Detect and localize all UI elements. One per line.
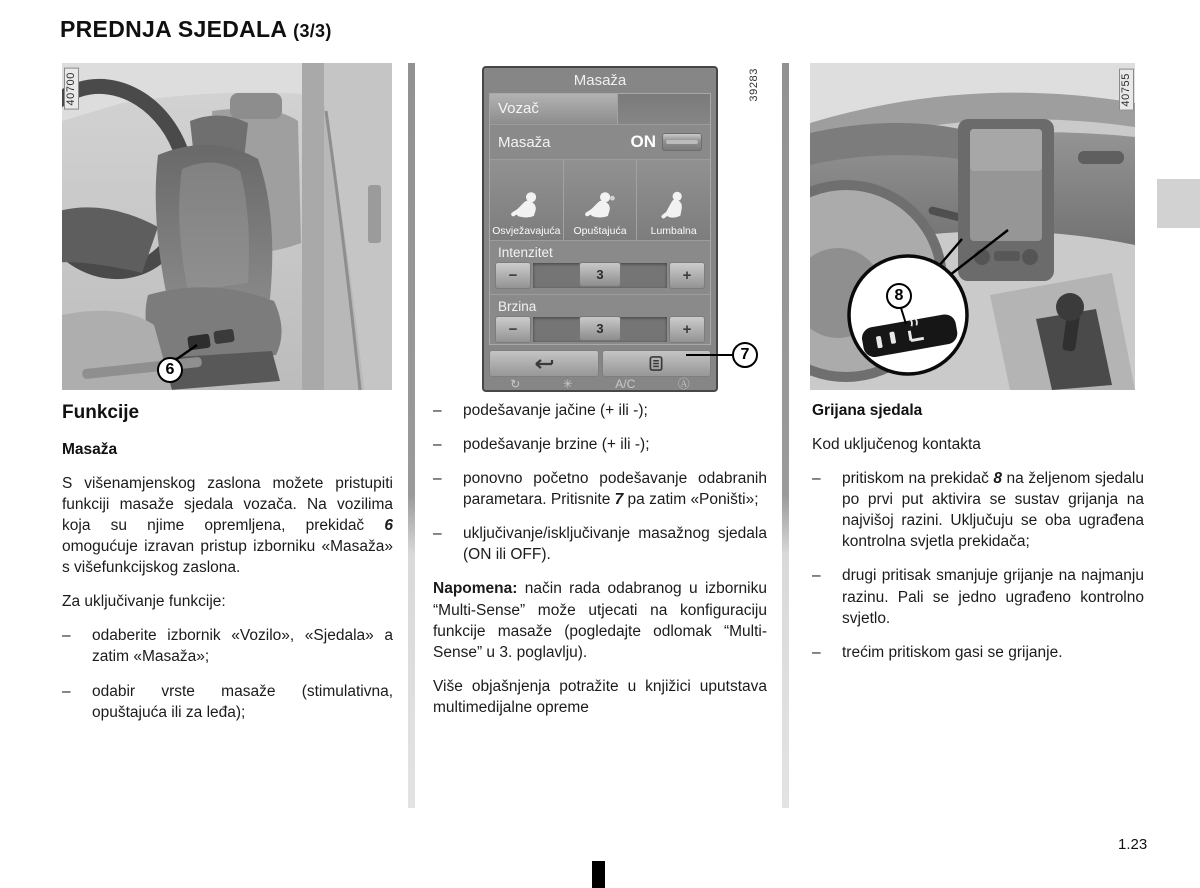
recirculation-icon: ↻	[510, 377, 521, 391]
list-item	[62, 681, 393, 723]
tab-passenger[interactable]	[618, 94, 710, 124]
intensity-value[interactable]: 3	[579, 262, 621, 287]
column-divider	[782, 63, 789, 808]
mode-tile-lumbar[interactable]	[637, 160, 710, 240]
intensity-track[interactable]	[533, 263, 667, 288]
massage-onoff-row	[490, 125, 710, 160]
bullet-text: odabir vrste masaže (stimulativna, opuštajuća ili za leđa);	[92, 682, 393, 721]
massage-row-label: Masaža	[498, 133, 551, 151]
bullet-text: uključivanje/isključivanje masažnog sjedala (ON ili OFF).	[463, 525, 767, 564]
bullet-text: drugi pritisak smanjuje grijanje na najmanju razinu. Pali se jedno ugrađeno kontrolno svjetlo.	[842, 567, 1144, 627]
mode-label: Opuštajuća	[573, 225, 627, 237]
list-item	[433, 400, 767, 421]
auto-icon: Ⓐ	[677, 377, 690, 391]
back-button[interactable]	[489, 350, 599, 377]
list-item	[433, 468, 767, 510]
seat-tabs	[490, 94, 710, 125]
speed-plus-button[interactable]: +	[669, 316, 705, 343]
subsection-heading: Grijana sjedala	[812, 402, 923, 419]
subsection-heading: Masaža	[62, 440, 118, 458]
bullet-text: trećim pritiskom gasi se grijanje.	[842, 643, 1063, 661]
massage-toggle[interactable]	[662, 133, 702, 151]
list-item	[433, 434, 767, 455]
page-number: 1.23	[1118, 836, 1148, 853]
list-item	[62, 625, 393, 667]
callout-7: 7	[732, 342, 758, 368]
mode-label: Osvježavajuća	[492, 225, 561, 237]
bullet-dash: –	[433, 525, 442, 543]
screen-bottom-bar	[489, 350, 711, 377]
mode-label: Lumbalna	[650, 225, 697, 237]
speed-track[interactable]	[533, 317, 667, 342]
massage-mode-icon	[584, 189, 617, 222]
intensity-plus-button[interactable]: +	[669, 262, 705, 289]
list-item	[812, 565, 1144, 628]
seat-photo	[62, 63, 392, 390]
callout-8: 8	[886, 283, 912, 309]
massage-state: ON	[630, 132, 656, 151]
page-title-suffix: (3/3)	[293, 21, 332, 41]
dashboard-photo	[810, 63, 1135, 390]
list-item	[433, 523, 767, 565]
bullet-dash: –	[433, 402, 442, 419]
intensity-slider	[495, 262, 705, 289]
bullet-dash: –	[812, 567, 821, 585]
back-icon	[532, 357, 556, 371]
speed-minus-button[interactable]: −	[495, 316, 531, 343]
bullet-dash: –	[62, 627, 71, 645]
bullet-dash: –	[812, 470, 821, 488]
bullet-dash: –	[433, 436, 442, 454]
massage-panel	[489, 93, 711, 345]
chapter-tab-marker	[1157, 179, 1200, 228]
bullet-text: podešavanje brzine (+ ili -);	[463, 436, 650, 454]
massage-mode-icon	[657, 189, 690, 222]
mode-tile-stimulating[interactable]	[490, 160, 564, 240]
fan-icon: ✳	[562, 377, 573, 391]
page-title-text: PREDNJA SJEDALA	[60, 16, 287, 42]
intensity-minus-button[interactable]: −	[495, 262, 531, 289]
paragraph: Za uključivanje funkcije:	[62, 593, 226, 611]
bullet-text: pritiskom na prekidač 8 na željenom sjedalu po prvi put aktivira se sustav grijanja na najvišoj razini. Uključuju se oba ugrađena kontrolna svjetla prekidača;	[842, 470, 1144, 551]
bullet-text: ponovno početno podešavanje odabranih parametara. Pritisnite 7 pa zatim «Poništi»;	[463, 470, 767, 509]
print-marker	[592, 861, 605, 888]
intensity-label: Intenzitet	[490, 240, 710, 262]
multimedia-screen	[482, 66, 718, 392]
paragraph: Kod uključenog kontakta	[812, 436, 981, 454]
bullet-text: odaberite izbornik «Vozilo», «Sjedala» a zatim «Masaža»;	[92, 627, 393, 666]
list-icon	[649, 356, 664, 371]
section-heading: Funkcije	[62, 402, 140, 423]
paragraph: S višenamjenskog zaslona možete pristupiti funkciji masaže sjedala vozača. Na vozilima koja su njime opremljena, prekidač 6 omogućuje izravan pristup izborniku «Masaža» s višefunkcijskog zaslona.	[62, 474, 393, 577]
figure-code: 39283	[748, 68, 760, 102]
left-text-column	[62, 400, 393, 736]
bullet-dash: –	[62, 682, 71, 700]
speed-value[interactable]: 3	[579, 316, 621, 341]
paragraph: Više objašnjenja potražite u knjižici uputstava multimedijalne opreme	[433, 677, 767, 716]
massage-mode-icon	[510, 189, 543, 222]
tab-driver[interactable]: Vozač	[490, 94, 618, 124]
note-paragraph: Napomena: način rada odabranog u izborniku “Multi-Sense” može utjecati na konfiguraciju funkcije masaže (pogledajte odlomak “Multi-Sense” u 3. poglavlju).	[433, 580, 767, 661]
list-item	[812, 468, 1144, 552]
list-item	[812, 642, 1144, 663]
page-title	[60, 16, 332, 43]
seat-illustration	[62, 63, 392, 390]
right-text-column	[812, 400, 1144, 676]
screen-title: Masaža	[573, 72, 627, 89]
bullet-text: podešavanje jačine (+ ili -);	[463, 402, 648, 419]
speed-slider	[495, 316, 705, 343]
callout-6: 6	[157, 357, 183, 383]
mode-tile-relaxing[interactable]	[564, 160, 638, 240]
speed-label: Brzina	[490, 294, 710, 316]
ac-label: A/C	[615, 377, 636, 391]
massage-mode-tiles	[490, 160, 710, 240]
figure-code: 40755	[1119, 69, 1134, 111]
middle-text-column	[433, 400, 767, 731]
figure-code: 40700	[64, 68, 79, 110]
bullet-dash: –	[812, 643, 821, 661]
hvac-icon-row	[489, 378, 711, 390]
callout-7-leader-line	[686, 354, 734, 356]
bullet-dash: –	[433, 470, 442, 488]
column-divider	[408, 63, 415, 808]
dashboard-illustration	[810, 63, 1135, 390]
